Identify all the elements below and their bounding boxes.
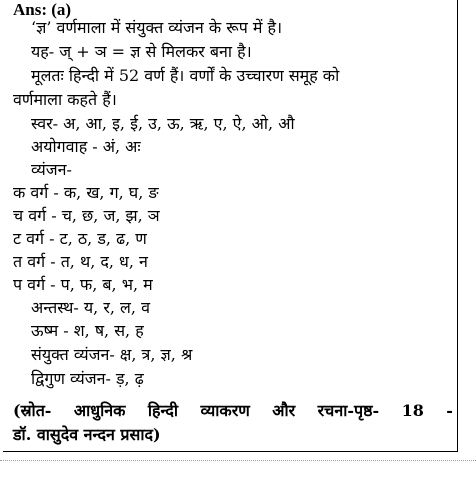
text-line-2: यह- ज् + ञ = ज्ञ से मिलकर बना है। — [31, 42, 252, 61]
source-word: - — [446, 401, 453, 420]
ushm-line: ऊष्म - श, ष, स, ह — [31, 321, 144, 340]
sanyukt-vyanjan-line: संयुक्त व्यंजन- क्ष, त्र, ज्ञ, श्र — [31, 345, 193, 364]
text-line-3: मूलतः हिन्दी में 52 वर्ण हैं। वर्णों के उच्चारण समूह को — [31, 66, 340, 85]
source-line-1 — [13, 401, 453, 421]
ta-retroflex-varg-line: ट वर्ग - ट, ठ, ड, ढ, ण — [13, 229, 147, 248]
source-word: और — [272, 401, 296, 420]
pa-varg-line: प वर्ग - प, फ, ब, भ, म — [13, 275, 153, 294]
answer-heading: Ans: (a) — [13, 0, 72, 19]
source-word: (स्रोत- — [13, 401, 52, 420]
bottom-divider — [0, 460, 476, 461]
text-line-4: वर्णमाला कहते हैं। — [13, 90, 117, 109]
cha-varg-line: च वर्ग - च, छ, ज, झ, ञ — [13, 206, 160, 225]
vyanjan-heading: व्यंजन- — [31, 160, 72, 179]
text-line-1: ‘ज्ञ’ वर्णमाला में संयुक्त व्यंजन के रूप में है। — [31, 18, 283, 37]
answer-box — [3, 0, 458, 452]
swar-line: स्वर- अ, आ, इ, ई, उ, ऊ, ऋ, ए, ऐ, ओ, औ — [31, 114, 295, 133]
ta-dental-varg-line: त वर्ग - त, थ, द, ध, न — [13, 252, 148, 271]
ka-varg-line: क वर्ग - क, ख, ग, घ, ङ — [13, 183, 159, 202]
ayogvah-line: अयोगवाह - अं, अः — [31, 137, 141, 156]
dvigun-vyanjan-line: द्विगुण व्यंजन- ड़, ढ़ — [31, 369, 144, 388]
source-word: व्याकरण — [200, 401, 250, 420]
source-word: 18 — [401, 401, 424, 420]
source-word: हिन्दी — [147, 401, 179, 420]
source-line-2: डॉ. वासुदेव नन्दन प्रसाद) — [13, 425, 161, 444]
antastha-line: अन्तस्थ- य, र, ल, व — [31, 298, 150, 317]
source-word: आधुनिक — [73, 401, 126, 420]
source-word: रचना-पृष्ठ- — [317, 401, 380, 420]
